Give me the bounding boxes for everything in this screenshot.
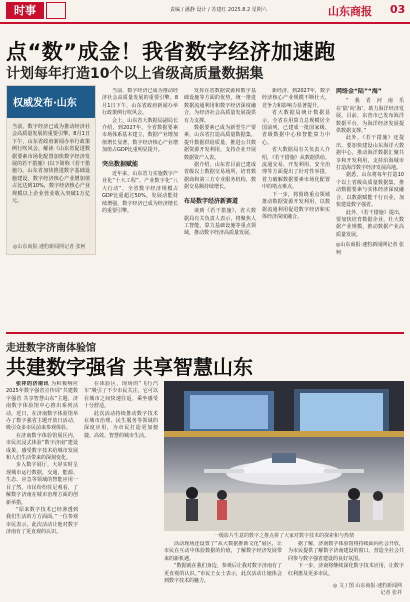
- article1-title: 点“数”成金！我省数字经济加速跑: [6, 40, 336, 64]
- subheading: 突出数据赋能: [102, 160, 139, 168]
- newspaper-name: 山东商报: [328, 5, 372, 18]
- article1-column-2: [102, 88, 178, 328]
- paragraph: 步入数字展厅，大屏实时呈现城市运行数据，交通、能源、生态、应急等领域的智能应用一目了然。市民纷纷驻足观看，了解数字济南在城市治理方面的创新举措。: [6, 462, 78, 506]
- paragraph: 下一步，济南将继续深化数字技术应用，让数字红利惠及更多市民。: [288, 563, 404, 577]
- paragraph: 据悉，山东将每年打造10个以上省级高质量数据集，推动数据要素与实体经济深度融合，以数据赋能千行百业，加快建设数字强省。: [336, 172, 404, 209]
- sidebar-source: ◎山东商报·速豹新闻网记者 张柯: [13, 244, 86, 250]
- sidebar-text: 当前，数字经济已成为推动经济社会高质量发展的重要引擎。8月1日下午，山东省政府新闻办举行政策例行吹风会，解读《山东省促进数据要素市场化配置加快数字经济发展的若干措施》(以下简称《若干措施》)。山东省加快推进数字基础设施建设，数字经济核心产业增加值占比达到10%，数字经济核心产业规模以上企业营业收入突破1万亿元。: [12, 124, 90, 205]
- sidebar-banner: [7, 86, 95, 118]
- editor-info: 责编 / 潘静 设计 / 苏建红 2025.8.2 星期六: [170, 7, 267, 13]
- paragraph: 省大数据局有关负责人介绍，《若干措施》从数据供给、流通交易、开发利用、安全治理等方面提出了针对性举措，着力破解数据要素市场化配置中的堵点难点。: [262, 147, 330, 191]
- byline: ◎山东商报·速豹新闻网记者 张柯: [336, 242, 404, 256]
- paragraph: 谈到《若干措施》，省大数据局有关负责人表示，将聚焦人工智能、算力基础设施等重点领域，推动数字经济高质量发展。: [184, 208, 256, 237]
- authority-sidebar: [6, 85, 96, 255]
- photo-caption: 一级影片生意的数字之推点拼了大家对数字技术的探索和与热情: [213, 533, 354, 539]
- article2-column-2: [84, 381, 158, 596]
- paragraph: 据介绍，山东省目前已建成省级以上数据交易场所，培育数据商和第三方专业服务机构，数据交易额持续增长。: [184, 162, 256, 191]
- paragraph: 据了解，济南数字体验馆将持续面向社会开放，为市民提供了解数字济南建设的窗口，营造全社会共同参与数字强省建设的良好氛围。: [288, 541, 404, 562]
- subheading: 网络金“陆”“海”: [336, 88, 382, 95]
- subheading: 布局数字经济新赛道: [184, 197, 239, 205]
- article1-column-5: [336, 88, 404, 330]
- section-tag: 时事: [6, 2, 44, 19]
- paragraph: 此外，《若干措施》还提出，要加快建设山东海洋大数据中心，推动海洋数据汇聚共享和开发利用，支持沿海城市打造海洋数字经济发展高地。: [336, 135, 404, 172]
- paragraph: [6, 381, 78, 433]
- lead-text: 为积极响应2025年数字强省宣传周“共建数字强省 共享智慧山东”主题，济南数字体验馆中心推出系列活动，近日，在济南数字体验馆举办了数字强省主题开放日活动，吸引众多市民前来参观体验。: [6, 381, 78, 432]
- section-divider: [6, 332, 404, 334]
- paragraph: 发挥在省数据资源和数字基础设施等方面的优势，统一推进数据流通利用和数字经济深度融合，为经济社会高质量发展提供有力支撑。: [184, 88, 256, 124]
- article1-column-4: [262, 88, 330, 328]
- page-header: [0, 0, 410, 24]
- article2-column-1: [6, 381, 78, 596]
- article1-subtitle: 计划每年打造10个以上省级高质量数据集: [6, 66, 264, 82]
- paragraph: 此外，《若干措施》提出，要加快培育数据企业，壮大数据产业规模，推动数据产业高质量发展。: [336, 209, 404, 238]
- paragraph: 此次活动持续推动数字技术在城市治理、民生服务等领域的深度应用，为市民打造更加便捷、高效、智慧的城市生活。: [84, 410, 158, 439]
- paragraph: 当前，数字经济已成为推动经济社会高质量发展的重要引擎。8月1日下午，山东省政府新闻办举行政策例行吹风会。: [102, 88, 178, 117]
- paragraph: 新经济，到2027年，数字经济核心产业规模不断壮大，竞争力和影响力显著提升。: [262, 88, 330, 109]
- article2-credit: ◎ 文 / 图 山东商报·速豹新闻网 记者 张祥: [333, 583, 402, 596]
- article2-kicker: 走进数字济南体验馆: [6, 343, 96, 354]
- section-tag-outline: [46, 2, 66, 19]
- paragraph: 下一步，将围绕重点领域推动数据资源开发利用，以数据流通利用促进数字经济和实体经济深度融合。: [262, 191, 330, 220]
- lead-label: 张祥的济南讯: [16, 381, 49, 387]
- article2-column-3: [164, 541, 282, 596]
- paragraph: 省大数据局统计数据显示，全省在用算力总规模居全国前列，已建成一批国家级、省级数据中心和智能算力中心。: [262, 110, 330, 146]
- paragraph: 在体验区，现场的“飞行汽车”吸引了不少市民关注，它可以在城市之间快速往返，乘坐感受十分舒适。: [84, 381, 158, 410]
- paragraph: 活动现场还设置了“从大数据推新文化”展区，让市民在互动中体验数据的价值，了解数字经济发展带来的新机遇。: [164, 541, 282, 562]
- paragraph: 数据要素已成为新型生产要素，山东省打造高质量数据集，提升数据供给质量，推进公共数据资源开发利用，支持企业开展数据资产入表。: [184, 125, 256, 161]
- paragraph: 近年来，山东省力实施数字产业化“十大工程”、产业数字化“八大行动”，全省数字经济规模占GDP比重超过50%，发展动能持续增强，数字经济已成为经济增长的重要引擎。: [102, 171, 178, 215]
- article2-column-4: [288, 541, 404, 581]
- sidebar-title: 权威发布·山东: [13, 98, 77, 109]
- paragraph: “数据就在我们身边，参观后让我对数字济南有了更直观的认识。”市民王女士表示，此次活动让她体会到数字技术的魅力。: [164, 563, 282, 585]
- photo-illustration: [164, 381, 404, 531]
- paragraph: “我省河南乐在‘陆’向‘海’，助力海洋经济发展。目前，东营市已发布海洋数据平台，为海洋经济发展提供数据支撑。”: [336, 98, 404, 135]
- exhibition-hall-photo: [164, 381, 404, 531]
- article2-title: 共建数字强省 共享智慧山东: [6, 355, 253, 379]
- page-number: 03: [390, 3, 406, 16]
- article1-column-3: [184, 88, 256, 328]
- paragraph: 在济南数字体验馆展区内，市民沉浸式体验“数字济南”建设成果，感受数字技术给城市发展和人们生活带来的深刻变化。: [6, 432, 78, 462]
- paragraph: 会上，山东省大数据局副局长介绍，到2027年，全省数据要素市场体系基本建立，数据产业增加值增长显著，数字经济核心产业增加值占GDP比重明显提升。: [102, 117, 178, 154]
- paragraph: “原来数字技术已经渗透到我们生活的方方面面。”一位参观市民表示，此次活动让他对数字济南有了更直观的认识。: [6, 506, 78, 536]
